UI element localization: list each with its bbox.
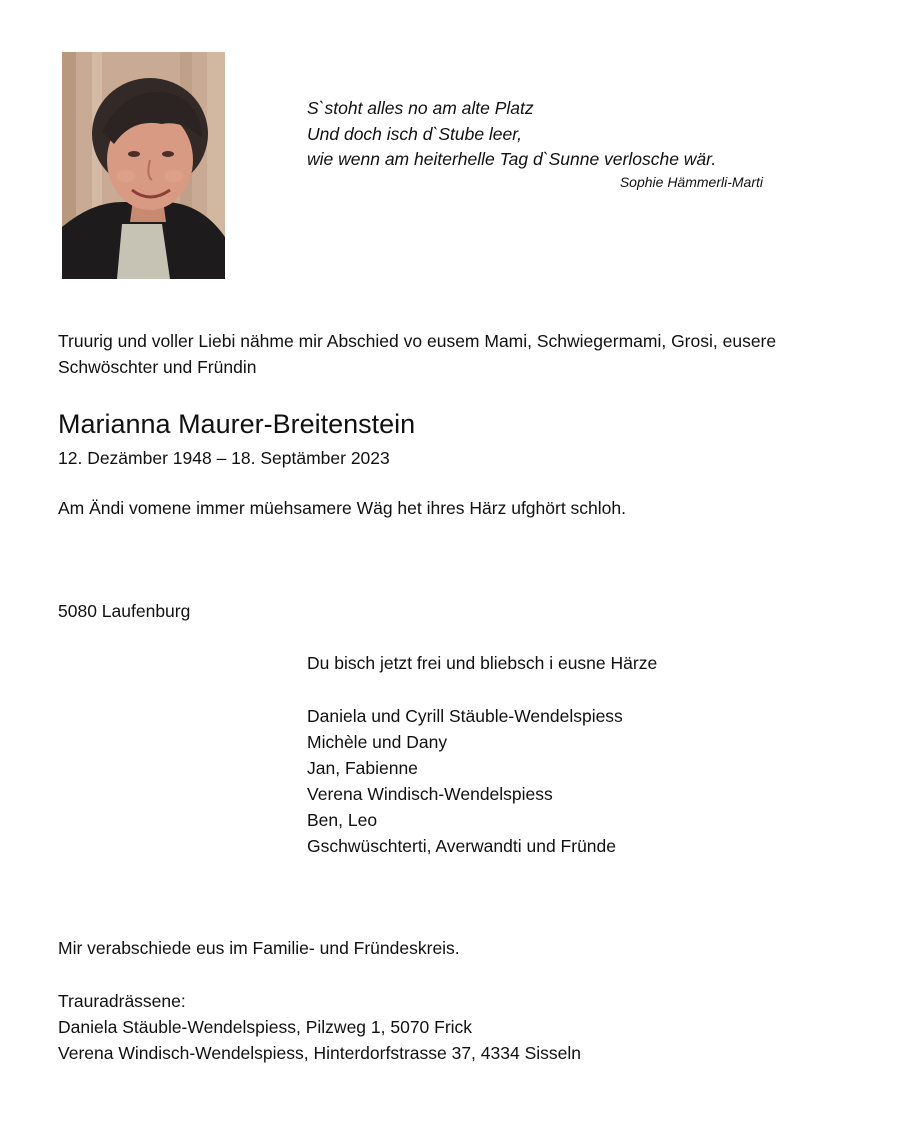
- deceased-name: Marianna Maurer-Breitenstein: [58, 409, 416, 439]
- address-line: Daniela Stäuble-Wendelspiess, Pilzweg 1, 5070 Frick: [58, 1017, 473, 1037]
- poem-line: wie wenn am heiterhelle Tag d`Sunne verlosche wär.: [307, 149, 717, 169]
- life-dates: 12. Dezämber 1948 – 18. Septämber 2023: [58, 448, 390, 468]
- mourner-item: Daniela und Cyrill Stäuble-Wendelspiess: [307, 706, 623, 726]
- service-text: Mir verabschiede eus im Familie- und Fründeskreis.: [58, 938, 460, 958]
- portrait-photo: [62, 52, 225, 279]
- poem-line: Und doch isch d`Stube leer,: [307, 123, 522, 144]
- mourners-list: [307, 703, 623, 859]
- poem: [307, 96, 787, 173]
- mourner-item: Verena Windisch-Wendelspiess: [307, 784, 553, 804]
- addresses-block: [58, 988, 581, 1066]
- mourner-item: Gschwüschterti, Averwandti und Fründe: [307, 836, 617, 856]
- poem-line: S`stoht alles no am alte Platz: [307, 98, 534, 118]
- farewell-text: Du bisch jetzt frei und bliebsch i eusne Härze: [307, 653, 658, 673]
- mourner-item: Jan, Fabienne: [307, 758, 418, 778]
- addresses-heading: Trauradrässene:: [58, 991, 186, 1011]
- portrait-image: [62, 52, 225, 279]
- place-text: 5080 Laufenburg: [58, 601, 191, 621]
- mourner-item: Ben, Leo: [307, 810, 378, 830]
- poem-author: Sophie Hämmerli-Marti: [619, 174, 763, 190]
- statement-text: Am Ändi vomene immer müehsamere Wäg het ihres Härz ufghört schloh.: [58, 498, 627, 518]
- intro-text: Truurig und voller Liebi nähme mir Abschied vo eusem Mami, Schwiegermami, Grosi, eusere Schwöschter und Fründin: [58, 331, 777, 377]
- mourner-item: Michèle und Dany: [307, 732, 448, 752]
- address-line: Verena Windisch-Wendelspiess, Hinterdorfstrasse 37, 4334 Sisseln: [58, 1043, 581, 1063]
